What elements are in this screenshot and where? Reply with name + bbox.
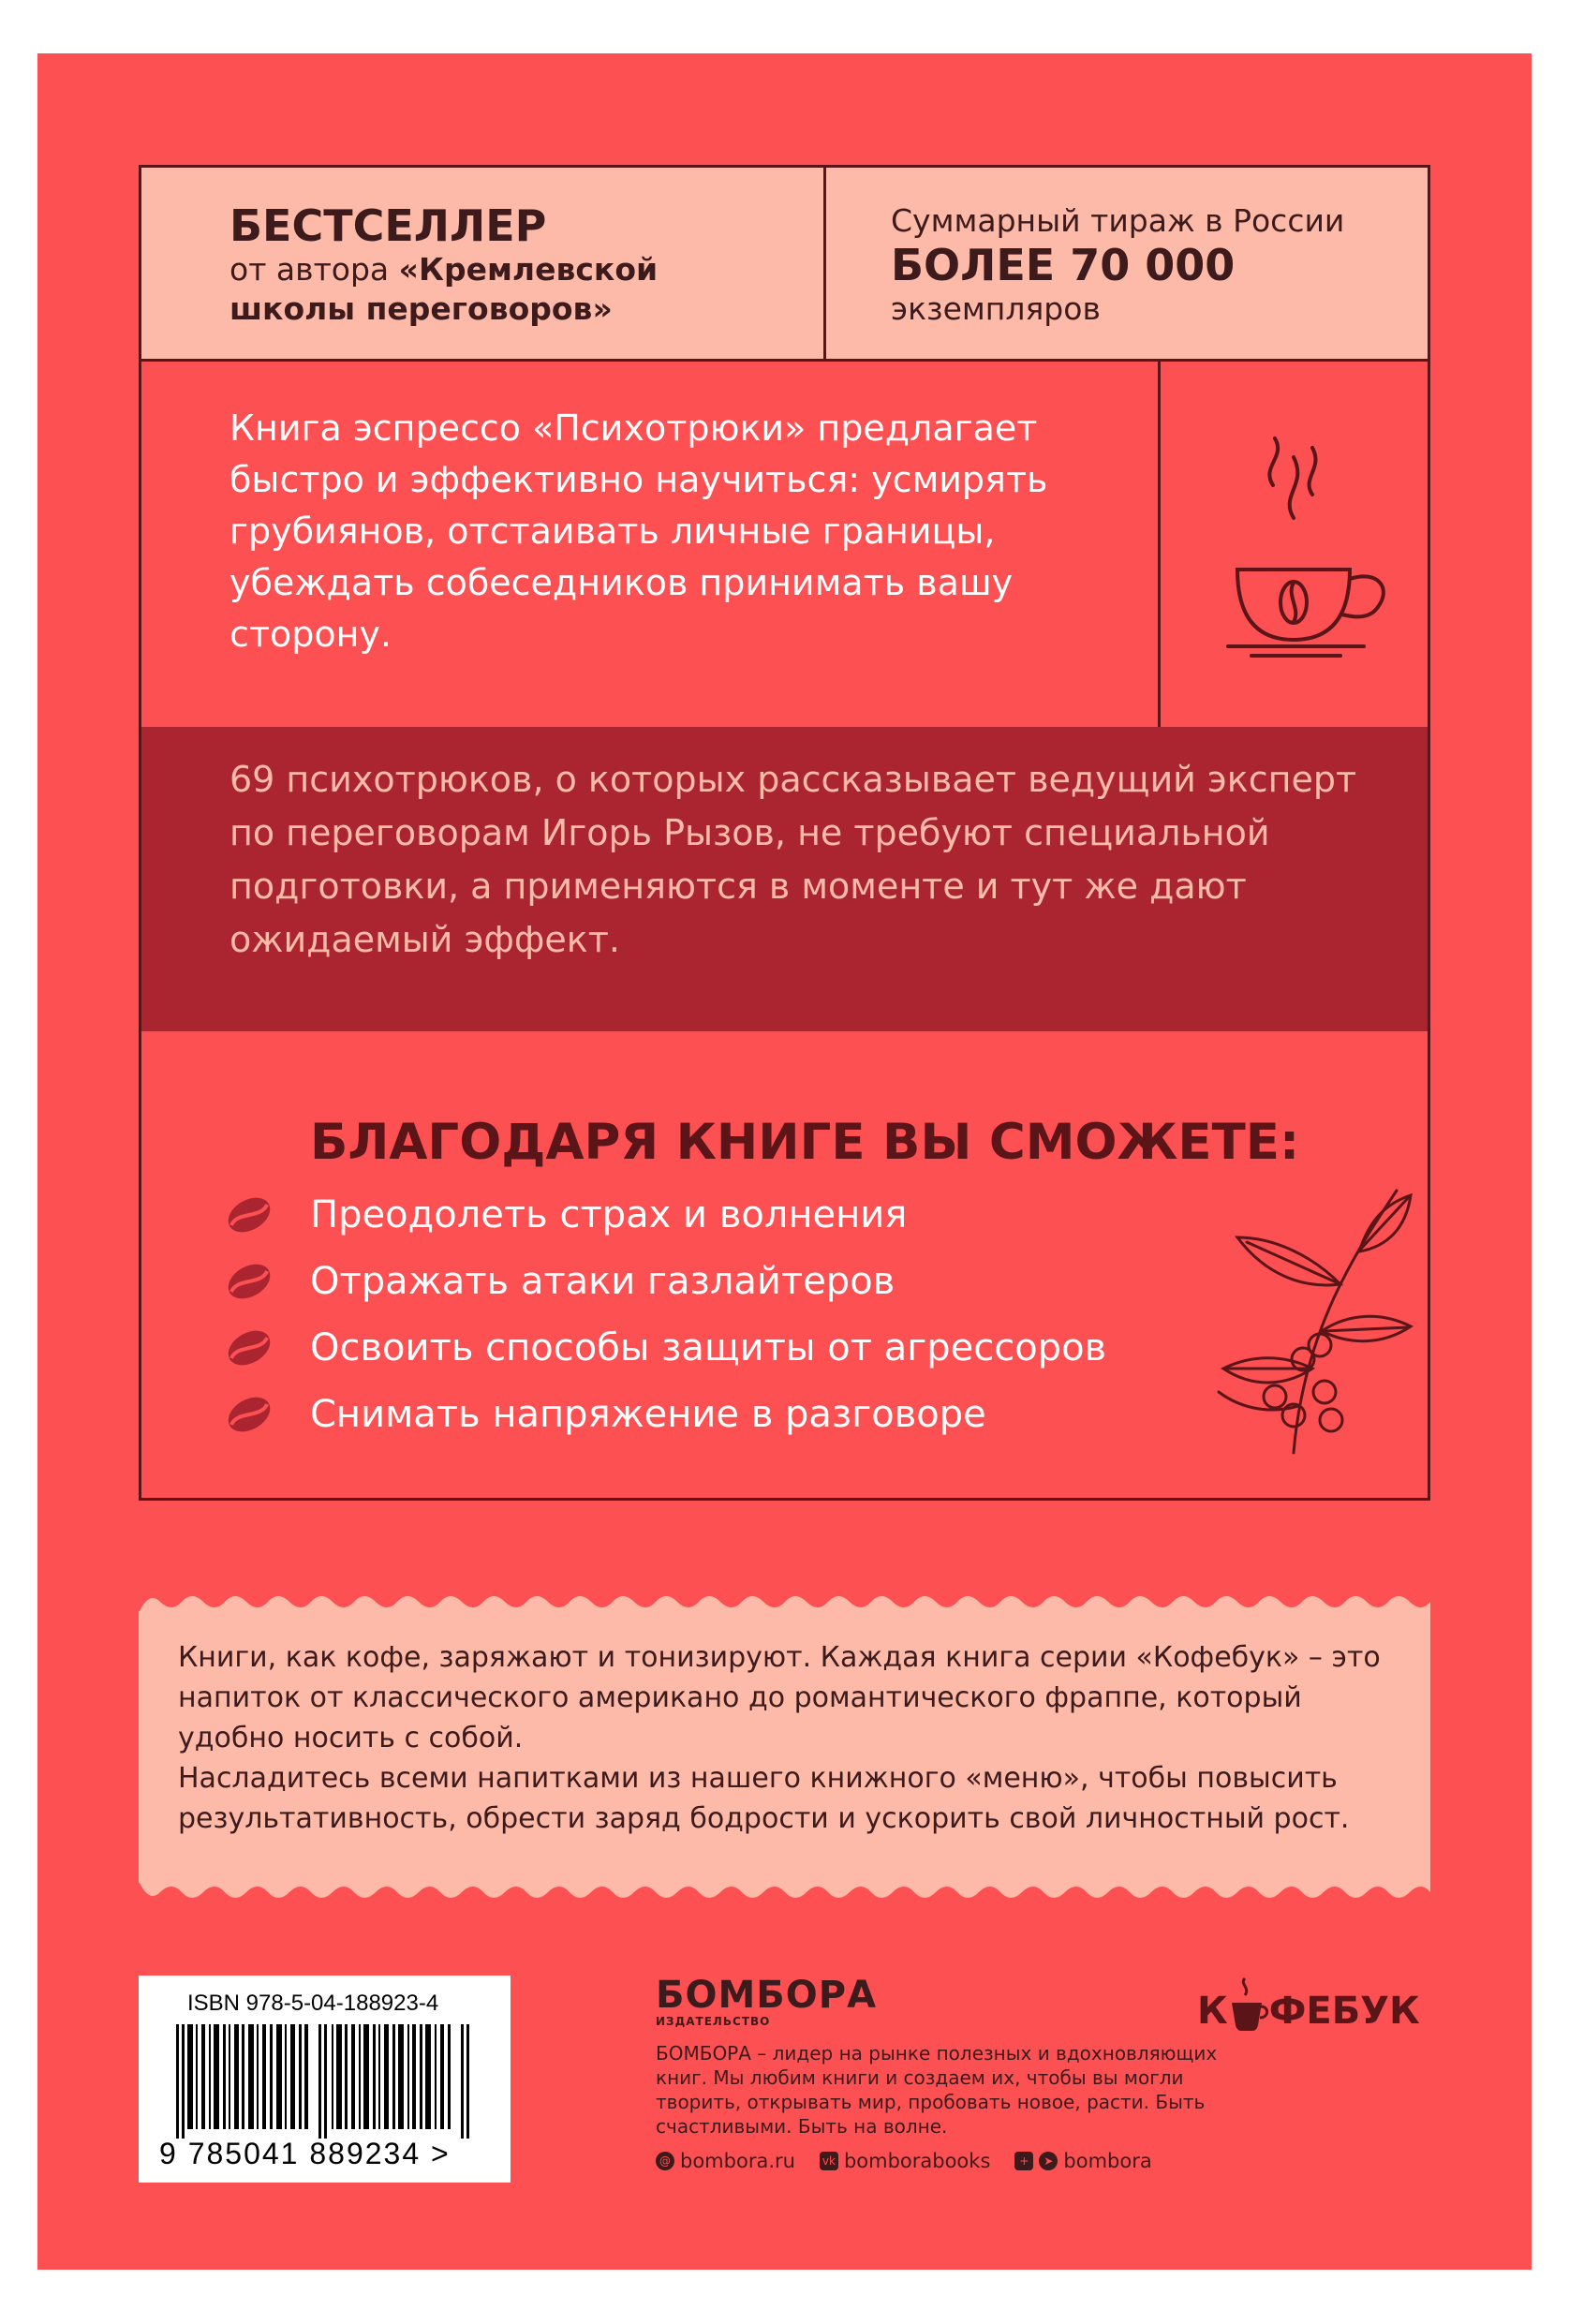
circulation-value: БОЛЕЕ 70 000 [891,240,1236,290]
telegram-icon: ➤ [1039,2152,1058,2170]
wave-edge-bottom [139,1881,1430,1903]
bestseller-title: БЕСТСЕЛЛЕР [229,200,547,251]
highlight-row [141,727,1428,1031]
publisher-block [656,1974,1218,2172]
coffee-branch-icon [1209,1181,1425,1462]
benefit-text: Преодолеть страх и волнения [310,1192,908,1236]
coffee-bean-icon [224,1327,274,1369]
site-link[interactable] [656,2150,795,2172]
series-notice-text [178,1637,1396,1839]
series-paragraph-2: Насладитесь всеми напитками из нашего книжного «меню», чтобы повысить результативность, обрести заряд бодрости и ускорить свой личностный рост. [178,1762,1350,1835]
intro-row [141,362,1428,727]
content-frame [139,165,1430,1501]
benefits-section [141,1031,1428,1500]
top-divider [823,168,826,359]
vk-text: bomborabooks [843,2150,991,2172]
circulation-block [891,201,1344,329]
benefit-text: Снимать напряжение в разговоре [310,1392,986,1436]
isbn-barcode-box [139,1976,511,2183]
isbn-label: ISBN 978-5-04-188923-4 [187,1991,439,2016]
wave-edge-top [139,1591,1430,1613]
list-item [224,1381,1106,1447]
isbn-digits: 9 785041 889234 > [159,2137,451,2170]
globe-icon: @ [656,2152,674,2170]
coffee-cup-icon [1219,429,1397,673]
author-school: «Кремлевской школы переговоров» [229,251,659,327]
series-logo [1197,1975,1420,2033]
list-item [224,1314,1106,1381]
site-text: bombora.ru [680,2150,795,2172]
series-notice [139,1611,1430,1883]
bestseller-row [141,168,1428,362]
list-item [224,1248,1106,1314]
plus-icon: + [1014,2152,1033,2170]
series-paragraph-1: Книги, как кофе, заряжают и тонизируют. Каждая книга серии «Кофебук» – это напиток от классического американо до романтического фраппе, который удобно носить с собой. [178,1641,1381,1754]
coffee-bean-icon [224,1261,274,1302]
benefit-text: Отражать атаки газлайтеров [310,1259,896,1303]
vk-link[interactable] [820,2150,990,2172]
benefit-text: Освоить способы защиты от агрессоров [310,1325,1107,1369]
barcode-icon [176,2024,476,2139]
benefits-title: БЛАГОДАРЯ КНИГЕ ВЫ СМОЖЕТЕ: [310,1114,1300,1171]
telegram-text: bombora [1063,2150,1152,2172]
highlight-text: 69 психотрюков, о которых рассказывает ведущий эксперт по переговорам Игорь Рызов, не требуют специальной подготовки, а применяются в моменте и тут же дают ожидаемый эффект. [229,759,1357,960]
series-logo-rest: ФЕБУК [1268,1990,1420,2033]
publisher-logo: БОМБОРА [656,1974,878,2017]
intro-text: Книга эспрессо «Психотрюки» предлагает быстро и эффективно научиться: усмирять грубиянов, отстаивать личные границы, убеждать собеседников принимать вашу сторону. [229,407,1048,655]
circulation-label: Суммарный тираж в России [891,202,1345,239]
publisher-description: БОМБОРА – лидер на рынке полезных и вдохновляющих книг. Мы любим книги и создаем их, чтобы вы могли творить, открывать мир, пробовать новое, расти. Быть счастливыми. Быть на волне. [656,2042,1218,2138]
telegram-link[interactable] [1014,2150,1151,2172]
vk-icon: vk [820,2152,838,2170]
coffee-bean-icon [224,1194,274,1236]
intro-divider [1158,362,1161,727]
coffee-bean-icon [224,1394,274,1435]
coffee-cup-logo-icon [1228,1975,1269,2033]
author-prefix: от автора [229,251,399,288]
list-item [224,1181,1106,1248]
circulation-unit: экземпляров [891,290,1101,327]
series-logo-first: К [1197,1990,1228,2033]
publisher-socials [656,2150,1218,2172]
benefits-list [224,1181,1106,1447]
bestseller-block [229,201,754,329]
publisher-logo-sub: ИЗДАТЕЛЬСТВО [656,2015,771,2028]
